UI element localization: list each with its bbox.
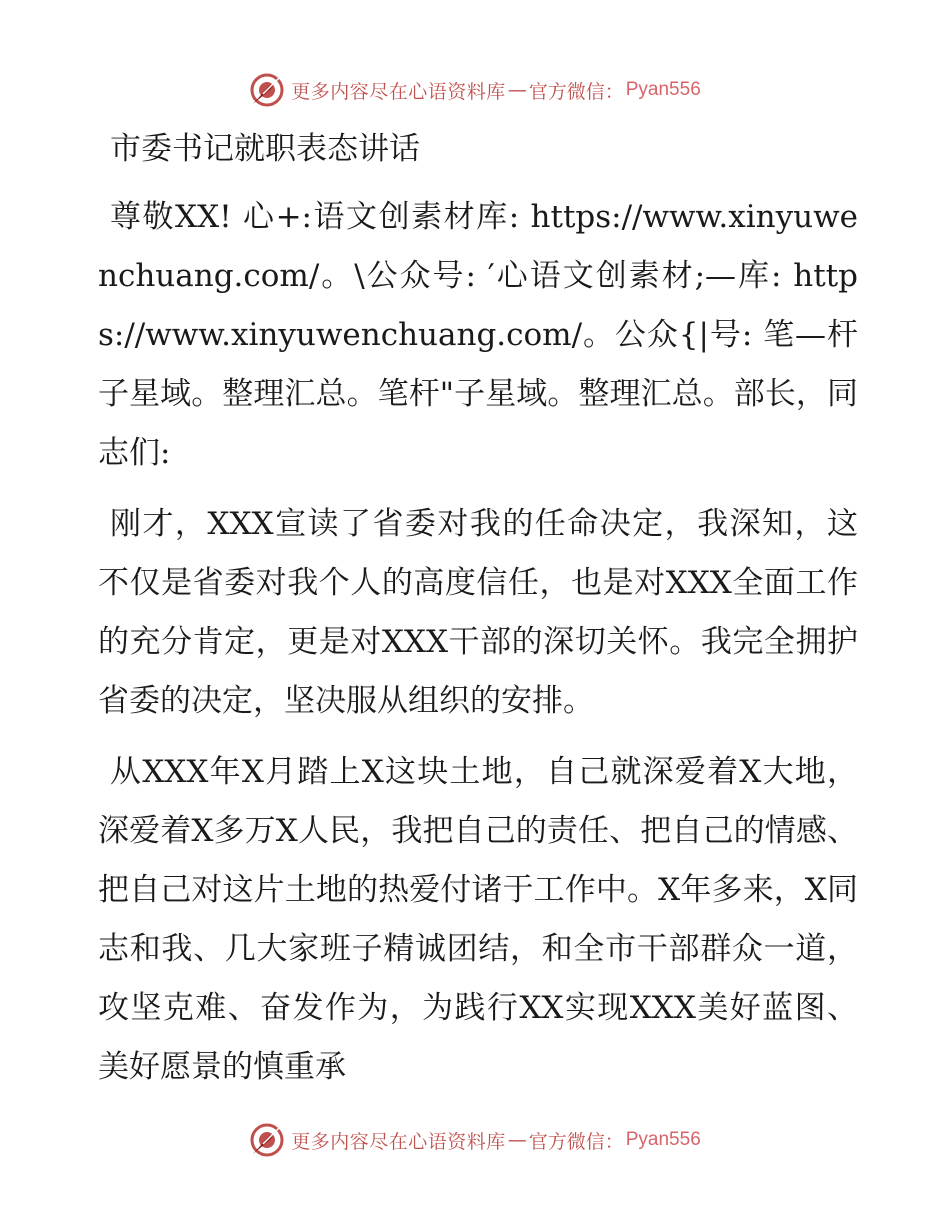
paragraph-appointment: 刚才，XXX宣读了省委对我的任命决定，我深知，这不仅是省委对我个人的高度信任，也是对XXX全面工作的充分肯定，更是对XXX干部的深切关怀。我完全拥护省委的决定，坚决服从组织的安排。 [98,506,858,719]
paragraph-history: 从XXX年X月踏上X这块土地，自己就深爱着X大地，深爱着X多万X人民，我把自己的责任、把自己的情感、把自己对这片土地的热爱付诸于工作中。X年多来，X同志和我、几大家班子精诚团结，和全市干部群众一道，攻坚克难、奋发作为，为践行XX实现XXX美好蓝图、美好愿景的慎重承 [98,754,858,1085]
banner-wechat-label: 官方微信： [528,80,624,103]
footer-watermark-banner [0,1120,950,1160]
banner-wechat-id: Pyan556 [625,79,701,100]
quill-logo-icon [249,1122,285,1158]
banner-label: 更多内容尽在心语资料库 [291,80,506,103]
banner-dash: — [507,79,527,101]
banner-wechat-label: 官方微信： [528,1130,624,1153]
paragraph-greeting: 尊敬XX! 心+:语文创素材库: https://www.xinyuwenchuang.com/。\公众号: ′心语文创素材;—库: https://www.xinyuwenchuang.com/。公众{|号: 笔—杆子星域。整理汇总。笔杆"子星域。整理汇总。部长，同志们: [98,199,858,471]
banner-wechat-id: Pyan556 [625,1129,701,1150]
document-body [98,122,858,1097]
quill-logo-icon [249,72,285,108]
document-title: 市委书记就职表态讲话 [110,131,420,167]
header-watermark-banner [0,70,950,110]
banner-dash: — [507,1129,527,1151]
banner-label: 更多内容尽在心语资料库 [291,1130,506,1153]
